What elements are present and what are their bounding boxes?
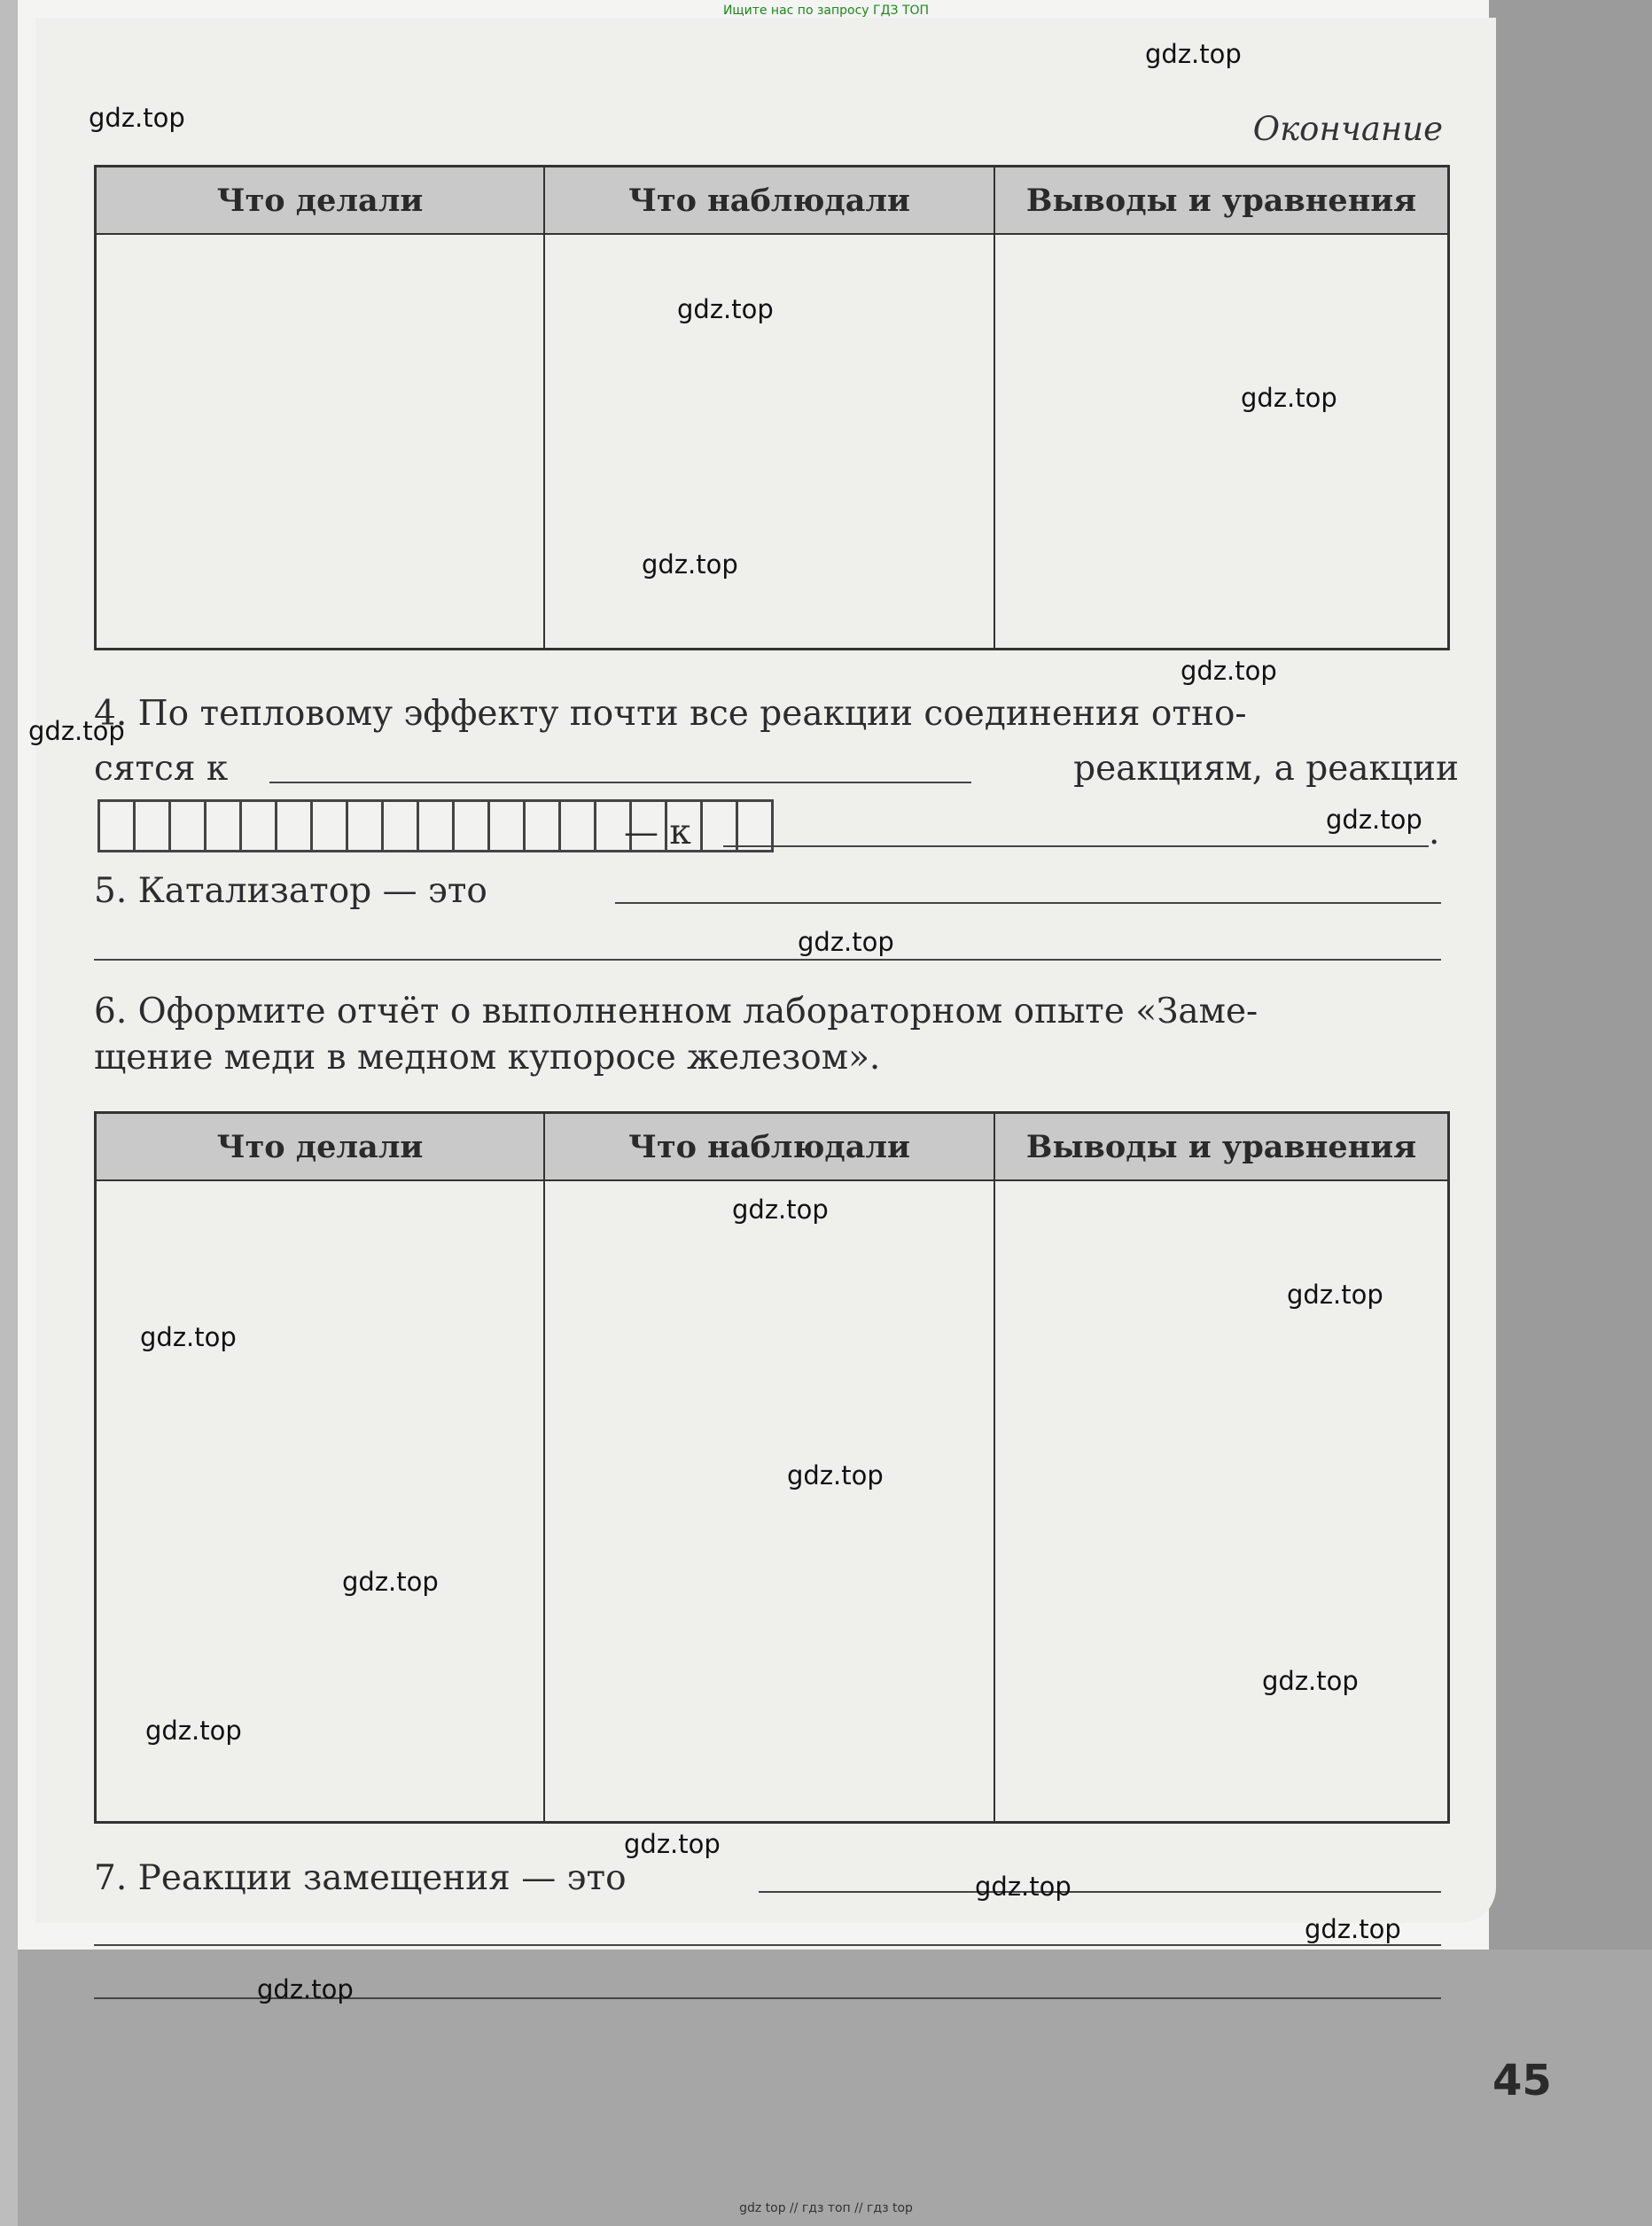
q4-line2-end: реакциям, а реакции bbox=[1073, 749, 1459, 789]
answer-line-q7-a[interactable] bbox=[759, 1891, 1441, 1893]
letter-box[interactable] bbox=[558, 799, 596, 852]
watermark: gdz.top bbox=[787, 1460, 884, 1490]
header-conclusions: Выводы и уравнения bbox=[994, 1113, 1449, 1181]
letter-box[interactable] bbox=[97, 799, 136, 852]
letter-box[interactable] bbox=[381, 799, 419, 852]
letter-box[interactable] bbox=[275, 799, 313, 852]
cell-what-done[interactable] bbox=[96, 234, 545, 649]
letter-box[interactable] bbox=[736, 799, 774, 852]
background-right bbox=[1489, 0, 1652, 2226]
watermark: gdz.top bbox=[1326, 805, 1422, 835]
cell-conclusions[interactable] bbox=[994, 1180, 1449, 1822]
q6-line2: щение меди в медном купоросе железом». bbox=[94, 1038, 881, 1078]
watermark: gdz.top bbox=[1145, 39, 1242, 69]
watermark: gdz.top bbox=[798, 927, 894, 957]
q4-line1: 4. По тепловому эффекту почти все реакции соединения отно- bbox=[94, 694, 1247, 734]
q6-line1: 6. Оформите отчёт о выполненном лабораторном опыте «Заме- bbox=[94, 992, 1258, 1031]
q7-text: 7. Реакции замещения — это bbox=[94, 1858, 627, 1898]
watermark: gdz.top bbox=[1262, 1666, 1359, 1696]
bottom-note: gdz top // гдз топ // гдз top bbox=[739, 2201, 913, 2215]
watermark: gdz.top bbox=[642, 549, 738, 580]
letter-box[interactable] bbox=[310, 799, 348, 852]
q4-line2-start: сятся к bbox=[94, 749, 229, 789]
answer-line-q4-a[interactable] bbox=[269, 782, 971, 783]
header-what-observed: Что наблюдали bbox=[544, 167, 994, 235]
watermark: gdz.top bbox=[1241, 383, 1337, 413]
watermark: gdz.top bbox=[1305, 1914, 1401, 1944]
watermark: gdz.top bbox=[624, 1829, 721, 1859]
background-left bbox=[0, 0, 18, 2226]
top-note: Ищите нас по запросу ГДЗ ТОП bbox=[722, 4, 930, 18]
watermark: gdz.top bbox=[89, 103, 185, 133]
q4-line3: — к bbox=[624, 813, 691, 852]
letter-box[interactable] bbox=[487, 799, 526, 852]
letter-box[interactable] bbox=[346, 799, 384, 852]
letter-box[interactable] bbox=[168, 799, 206, 852]
watermark: gdz.top bbox=[145, 1716, 242, 1746]
background-bottom bbox=[0, 1950, 1652, 2226]
letter-box[interactable] bbox=[133, 799, 171, 852]
watermark: gdz.top bbox=[1287, 1280, 1383, 1310]
watermark: gdz.top bbox=[732, 1195, 829, 1225]
watermark: gdz.top bbox=[257, 1974, 354, 2004]
watermark: gdz.top bbox=[1181, 656, 1277, 686]
letter-box[interactable] bbox=[239, 799, 277, 852]
header-conclusions: Выводы и уравнения bbox=[994, 167, 1449, 235]
letter-box[interactable] bbox=[204, 799, 242, 852]
watermark: gdz.top bbox=[140, 1322, 237, 1352]
answer-line-q5-a[interactable] bbox=[615, 902, 1441, 904]
page-number: 45 bbox=[1492, 2056, 1552, 2105]
letter-box[interactable] bbox=[417, 799, 455, 852]
letter-box[interactable] bbox=[452, 799, 490, 852]
header-what-observed: Что наблюдали bbox=[544, 1113, 994, 1181]
watermark: gdz.top bbox=[342, 1567, 439, 1597]
cell-conclusions[interactable] bbox=[994, 234, 1449, 649]
letter-box[interactable] bbox=[523, 799, 561, 852]
watermark: gdz.top bbox=[975, 1872, 1071, 1902]
answer-line-q7-b[interactable] bbox=[94, 1944, 1441, 1946]
cell-what-observed[interactable] bbox=[544, 1180, 994, 1822]
q5-text: 5. Катализатор — это bbox=[94, 871, 487, 911]
watermark: gdz.top bbox=[677, 294, 774, 324]
q4-line3-period: . bbox=[1429, 813, 1440, 852]
answer-line-q4-b[interactable] bbox=[723, 845, 1429, 847]
caption-ending: Окончание bbox=[1252, 110, 1443, 148]
watermark: gdz.top bbox=[28, 716, 125, 746]
header-what-done: Что делали bbox=[96, 1113, 545, 1181]
answer-line-q5-b[interactable] bbox=[94, 959, 1441, 961]
header-what-done: Что делали bbox=[96, 167, 545, 235]
